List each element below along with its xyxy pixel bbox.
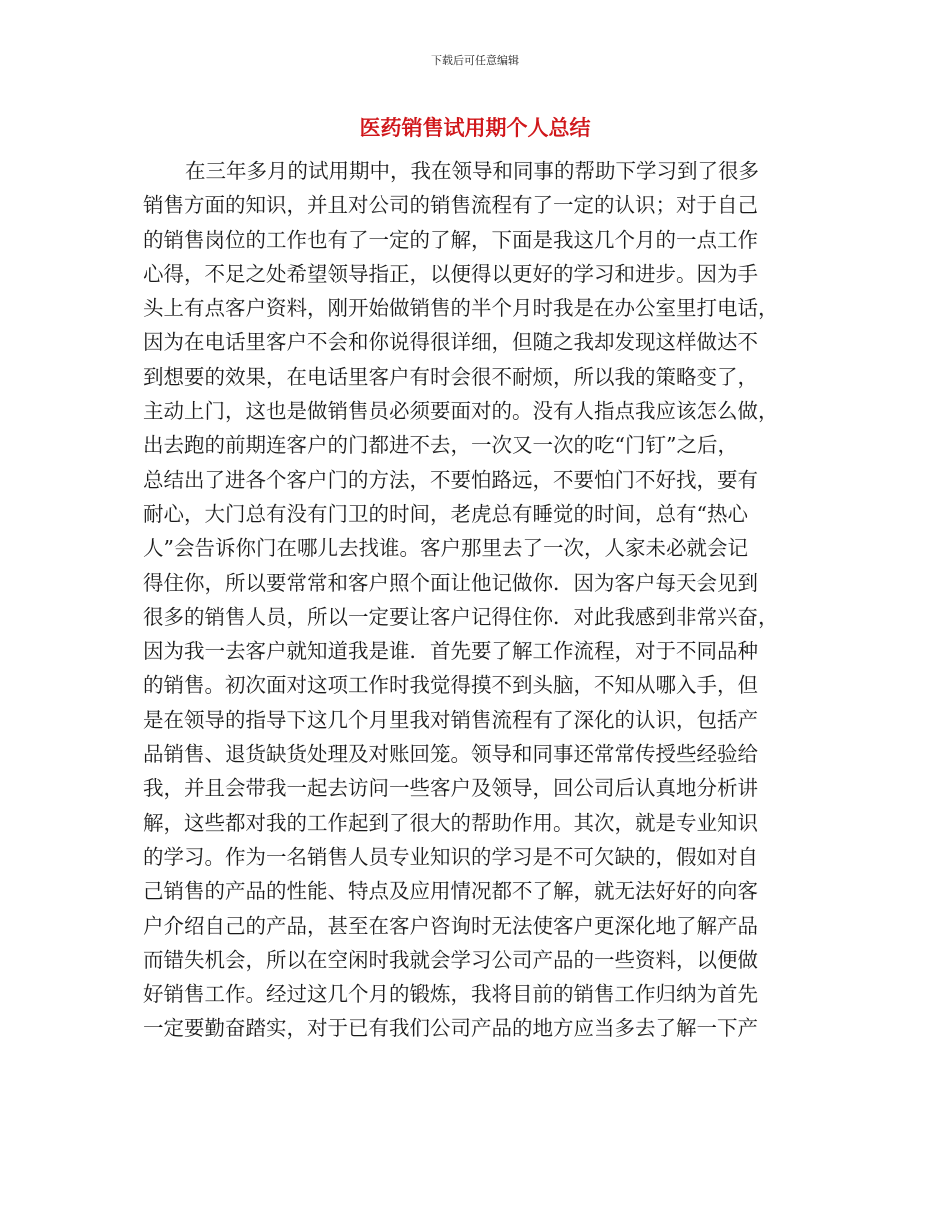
body-line: 得住你，所以要常常和客户照个面让他记做你．因为客户每天会见到 xyxy=(143,570,758,595)
body-line: 我，并且会带我一起去访问一些客户及领导，回公司后认真地分析讲 xyxy=(143,776,758,801)
body-line: 好销售工作。经过这几个月的锻炼，我将目前的销售工作归纳为首先 xyxy=(143,982,758,1007)
body-line: 很多的销售人员，所以一定要让客户记得住你．对此我感到非常兴奋， xyxy=(143,604,779,629)
body-line: 而错失机会，所以在空闲时我就会学习公司产品的一些资料，以便做 xyxy=(143,947,758,972)
body-line: 耐心，大门总有没有门卫的时间，老虎总有睡觉的时间，总有“热心 xyxy=(143,501,748,526)
body-line: 的销售岗位的工作也有了一定的了解，下面是我这几个月的一点工作 xyxy=(143,227,758,252)
body-line: 解，这些都对我的工作起到了很大的帮助作用。其次，就是专业知识 xyxy=(143,810,758,835)
body-line: 到想要的效果，在电话里客户有时会很不耐烦，所以我的策略变了， xyxy=(143,364,758,389)
body-line: 主动上门，这也是做销售员必须要面对的。没有人指点我应该怎么做， xyxy=(143,399,779,424)
body-line: 户介绍自己的产品，甚至在客户咨询时无法使客户更深化地了解产品 xyxy=(143,913,758,938)
body-line: 在三年多月的试用期中，我在领导和同事的帮助下学习到了很多 xyxy=(185,159,759,183)
document-title: 医药销售试用期个人总结 xyxy=(359,116,591,140)
body-line: 因为在电话里客户不会和你说得很详细，但随之我却发现这样做达不 xyxy=(143,330,758,355)
body-line: 总结出了进各个客户门的方法，不要怕路远，不要怕门不好找，要有 xyxy=(143,467,758,492)
body-line: 因为我一去客户就知道我是谁．首先要了解工作流程，对于不同品种 xyxy=(143,639,758,664)
page-header-note: 下载后可任意编辑 xyxy=(431,54,519,67)
document-body xyxy=(143,154,803,1046)
body-line: 出去跑的前期连客户的门都进不去，一次又一次的吃“门钉”之后， xyxy=(143,433,738,458)
body-line: 是在领导的指导下这几个月里我对销售流程有了深化的认识，包括产 xyxy=(143,707,758,732)
body-line: 己销售的产品的性能、特点及应用情况都不了解，就无法好好的向客 xyxy=(143,879,758,904)
body-line: 心得，不足之处希望领导指正，以便得以更好的学习和进步。因为手 xyxy=(143,261,758,286)
body-line: 一定要勤奋踏实，对于已有我们公司产品的地方应当多去了解一下产 xyxy=(143,1016,758,1041)
body-line: 的销售。初次面对这项工作时我觉得摸不到头脑，不知从哪入手，但 xyxy=(143,673,758,698)
body-line: 头上有点客户资料，刚开始做销售的半个月时我是在办公室里打电话， xyxy=(143,296,779,321)
body-line: 人”会告诉你门在哪儿去找谁。客户那里去了一次，人家未必就会记 xyxy=(143,536,748,561)
body-line: 品销售、退货缺货处理及对账回笼。领导和同事还常常传授些经验给 xyxy=(143,742,758,767)
body-line: 的学习。作为一名销售人员专业知识的学习是不可欠缺的，假如对自 xyxy=(143,844,758,869)
body-line: 销售方面的知识，并且对公司的销售流程有了一定的认识；对于自己 xyxy=(143,193,758,218)
